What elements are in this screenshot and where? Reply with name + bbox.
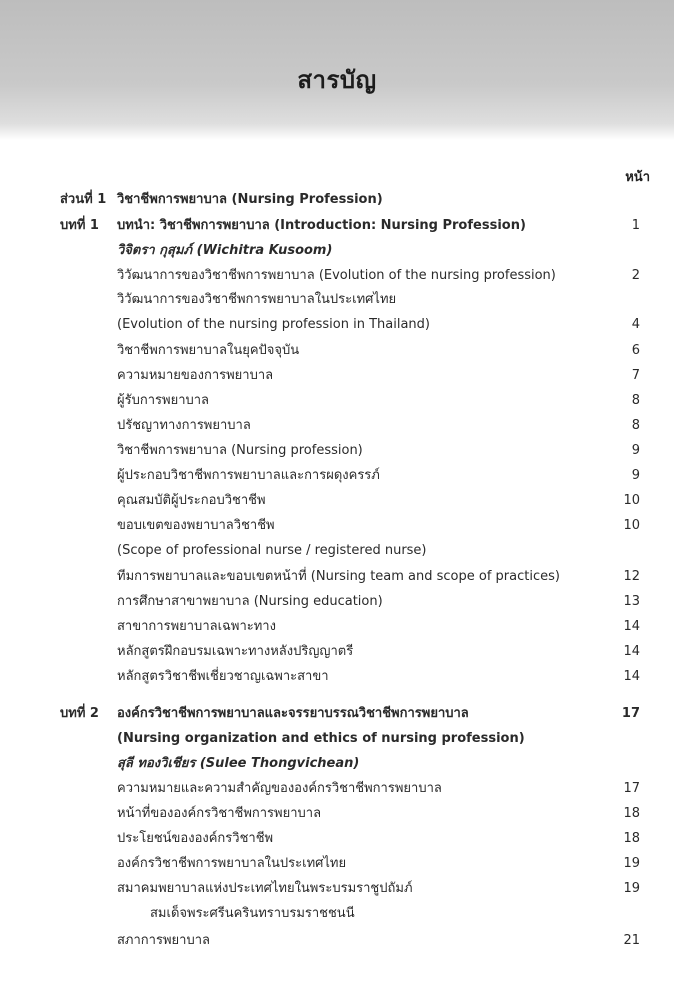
entry-text: ผู้รับการพยาบาล — [117, 393, 210, 408]
entry-text: ทีมการพยาบาลและขอบเขตหน้าที่ (Nursing team and scope of practices) — [117, 569, 560, 584]
page-number: 21 — [623, 933, 640, 948]
part-title: วิชาชีพการพยาบาล (Nursing Profession) — [117, 192, 383, 207]
toc-entry — [0, 289, 674, 311]
entry-text: คุณสมบัติผู้ประกอบวิชาชีพ — [117, 493, 266, 508]
entry-text: ความหมายและความสำคัญขององค์กรวิชาชีพการพยาบาล — [117, 781, 442, 796]
entry-text: หลักสูตรฝึกอบรมเฉพาะทางหลังปริญญาตรี — [117, 644, 354, 659]
entry-text: วิชาชีพการพยาบาลในยุคปัจจุบัน — [117, 343, 300, 358]
toc-entry — [0, 616, 674, 638]
toc-entry — [0, 803, 674, 825]
entry-text: หน้าที่ขององค์กรวิชาชีพการพยาบาล — [117, 806, 322, 821]
entry-text: ผู้ประกอบวิชาชีพการพยาบาลและการผดุงครรภ์ — [117, 468, 380, 483]
author-row — [0, 240, 674, 262]
entry-text: สมาคมพยาบาลแห่งประเทศไทยในพระบรมราชูปถัมภ์ — [117, 881, 413, 896]
page-number: 14 — [623, 669, 640, 684]
entry-text: การศึกษาสาขาพยาบาล (Nursing education) — [117, 594, 383, 609]
entry-text: วิวัฒนาการของวิชาชีพการพยาบาล (Evolution of the nursing profession) — [117, 268, 556, 283]
part-row — [0, 189, 674, 211]
page-number: 4 — [631, 317, 640, 332]
entry-text: หลักสูตรวิชาชีพเชี่ยวชาญเฉพาะสาขา — [117, 669, 329, 684]
chapter-label: บทที่ 2 — [60, 706, 99, 721]
chapter-title: บทนำ: วิชาชีพการพยาบาล (Introduction: Nursing Profession) — [117, 218, 526, 233]
chapter-author: สุลี ทองวิเชียร (Sulee Thongvichean) — [117, 756, 360, 771]
toc-entry — [0, 465, 674, 487]
page-column-header: หน้า — [625, 170, 650, 185]
chapter-row — [0, 703, 674, 725]
page-number: 12 — [623, 569, 640, 584]
page-number: 19 — [623, 856, 640, 871]
toc-entry — [0, 314, 674, 336]
page-number: 2 — [631, 268, 640, 283]
entry-text: ปรัชญาทางการพยาบาล — [117, 418, 251, 433]
toc-entry — [0, 490, 674, 512]
toc-entry — [0, 515, 674, 537]
page-number: 8 — [631, 418, 640, 433]
chapter-author: วิจิตรา กุสุมภ์ (Wichitra Kusoom) — [117, 243, 333, 258]
toc-entry — [0, 566, 674, 588]
page-number: 19 — [623, 881, 640, 896]
entry-text: (Evolution of the nursing profession in Thailand) — [117, 317, 430, 332]
toc-entry — [0, 828, 674, 850]
chapter-row — [0, 215, 674, 237]
entry-text: องค์กรวิชาชีพการพยาบาลในประเทศไทย — [117, 856, 347, 871]
toc-entry — [0, 340, 674, 362]
page-number: 7 — [631, 368, 640, 383]
page-number: 10 — [623, 518, 640, 533]
toc-entry — [0, 641, 674, 663]
toc-entry — [0, 265, 674, 287]
entry-text: (Scope of professional nurse / registered nurse) — [117, 543, 427, 558]
page-number: 9 — [631, 443, 640, 458]
chapter-label: บทที่ 1 — [60, 218, 99, 233]
part-label: ส่วนที่ 1 — [60, 192, 107, 207]
entry-text: ขอบเขตของพยาบาลวิชาชีพ — [117, 518, 275, 533]
toc-entry — [0, 903, 674, 925]
toc-entry — [0, 930, 674, 952]
page-number: 8 — [631, 393, 640, 408]
toc-entry — [0, 390, 674, 412]
page-number: 6 — [631, 343, 640, 358]
entry-text: วิวัฒนาการของวิชาชีพการพยาบาลในประเทศไทย — [117, 292, 397, 307]
entry-text: ประโยชน์ขององค์กรวิชาชีพ — [117, 831, 274, 846]
entry-text: วิชาชีพการพยาบาล (Nursing profession) — [117, 443, 363, 458]
page-number: 14 — [623, 644, 640, 659]
chapter-title: องค์กรวิชาชีพการพยาบาลและจรรยาบรรณวิชาชีพการพยาบาล — [117, 706, 469, 721]
toc-entry — [0, 415, 674, 437]
page-number: 18 — [623, 806, 640, 821]
entry-text: สาขาการพยาบาลเฉพาะทาง — [117, 619, 276, 634]
toc-entry — [0, 591, 674, 613]
toc-entry — [0, 853, 674, 875]
entry-text: สภาการพยาบาล — [117, 933, 210, 948]
toc-entry — [0, 365, 674, 387]
page-number: 17 — [623, 781, 640, 796]
toc-entry — [0, 666, 674, 688]
entry-text: สมเด็จพระศรีนครินทราบรมราชชนนี — [150, 906, 355, 921]
author-row — [0, 753, 674, 775]
page-number: 14 — [623, 619, 640, 634]
toc-entry — [0, 540, 674, 562]
page-number: 17 — [621, 706, 640, 721]
toc-entry — [0, 778, 674, 800]
page-number: 1 — [631, 218, 640, 233]
page-title: สารบัญ — [297, 66, 377, 94]
page-number: 18 — [623, 831, 640, 846]
toc-entry — [0, 878, 674, 900]
page-number: 10 — [623, 493, 640, 508]
entry-text: ความหมายของการพยาบาล — [117, 368, 274, 383]
page-number: 13 — [623, 594, 640, 609]
chapter-title-en-row — [0, 728, 674, 750]
toc-entry — [0, 440, 674, 462]
chapter-title-en: (Nursing organization and ethics of nursing profession) — [117, 731, 525, 746]
page-number: 9 — [631, 468, 640, 483]
